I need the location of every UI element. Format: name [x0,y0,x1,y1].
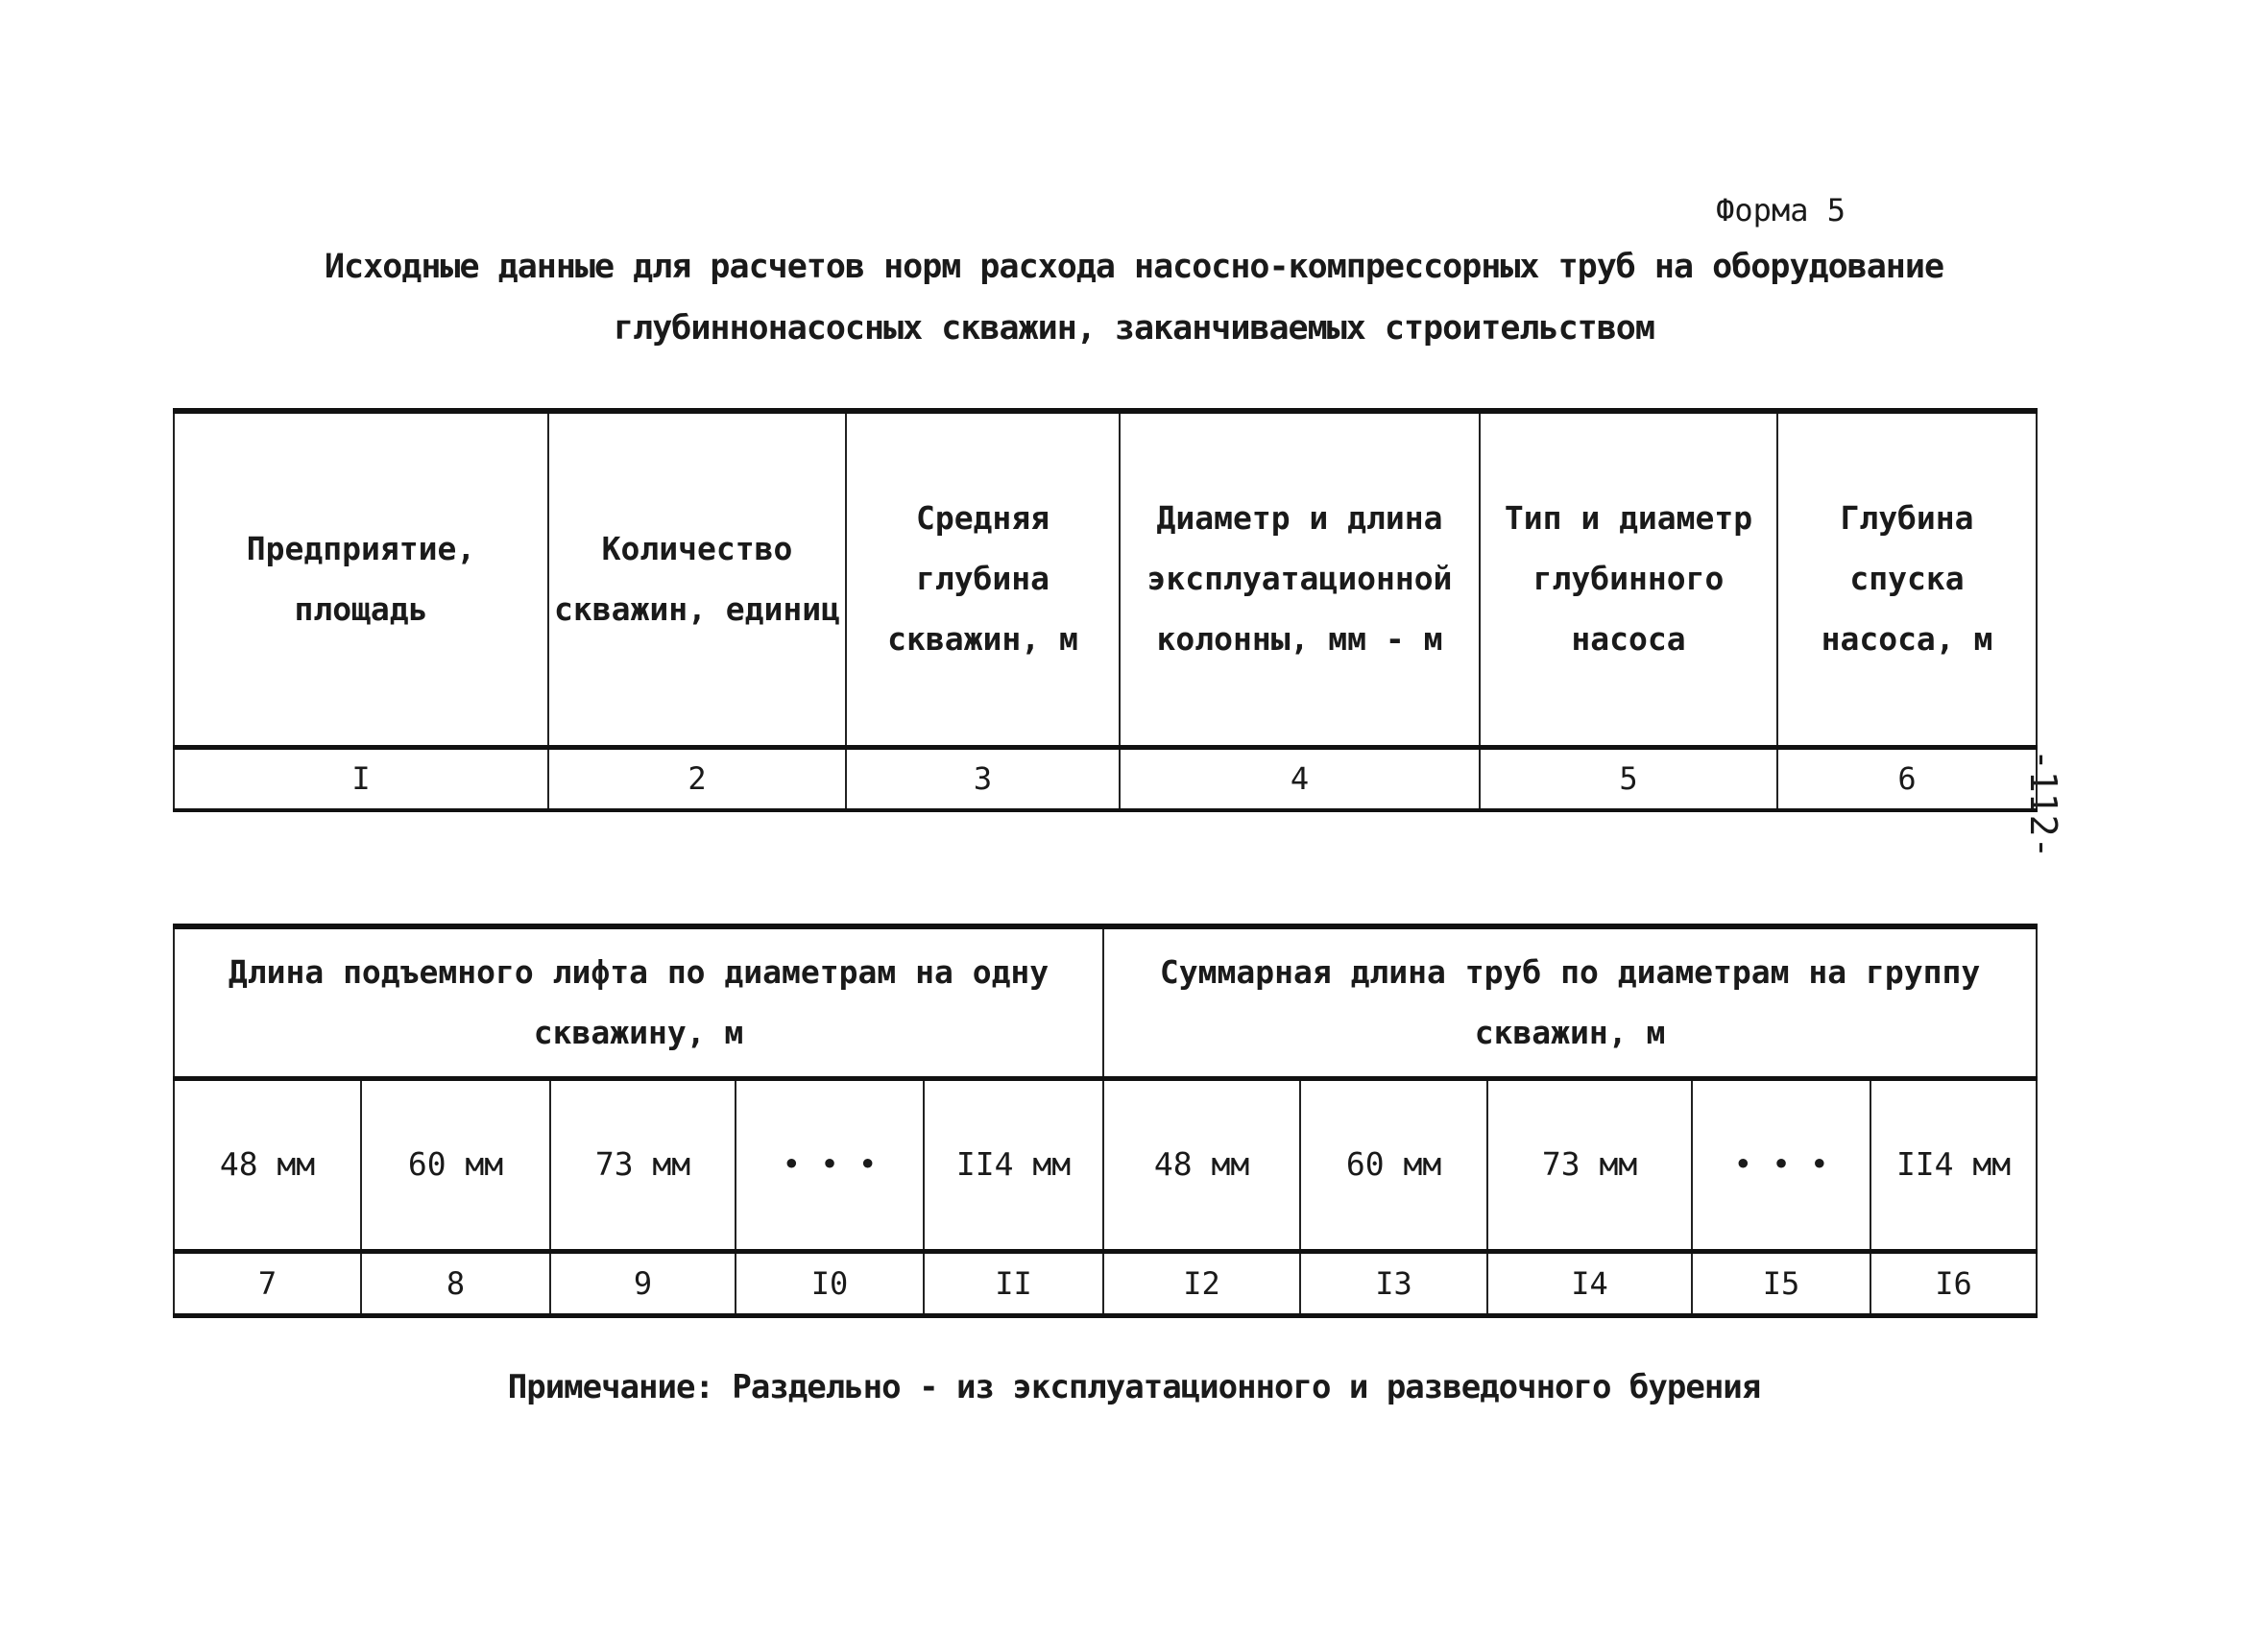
column-number: 6 [1777,748,2037,810]
header-enterprise: Предприятие, площадь [174,411,548,748]
column-number: I [174,748,548,810]
diameter-cell: II4 мм [1870,1079,2037,1252]
column-number: 3 [846,748,1120,810]
header-total-tube-length-group: Суммарная длина труб по диаметрам на группу скважин, м [1103,926,2037,1079]
footnote: Примечание: Раздельно - из эксплуатационного и разведочного бурения [507,1368,1761,1406]
column-number: I4 [1487,1252,1692,1316]
column-number: I0 [736,1252,924,1316]
header-lift-length-per-well: Длина подъемного лифта по диаметрам на одну скважину, м [174,926,1103,1079]
column-number: 9 [550,1252,736,1316]
form-label: Форма 5 [1716,192,1846,228]
header-casing-diameter-length: Диаметр и длина эксплуатационной колонны, мм - м [1120,411,1480,748]
table-source-data [173,408,2038,812]
table-column-numbers-row [174,748,2037,810]
page-number: -112- [2022,749,2064,859]
diameter-cell: • • • [736,1079,924,1252]
header-pump-type-diameter: Тип и диаметр глубинного насоса [1480,411,1777,748]
diameter-cell: 60 мм [1300,1079,1487,1252]
diameter-cell: 48 мм [174,1079,361,1252]
diameter-cell: 48 мм [1103,1079,1300,1252]
table-header-row [174,411,2037,748]
column-number: 4 [1120,748,1480,810]
header-pump-depth: Глубина спуска насоса, м [1777,411,2037,748]
column-number: I6 [1870,1252,2037,1316]
column-number: 2 [548,748,846,810]
header-average-depth: Средняя глубина скважин, м [846,411,1120,748]
document-title-line-2: глубиннонасосных скважин, заканчиваемых строительством [614,309,1654,348]
column-number: I3 [1300,1252,1487,1316]
header-well-count: Количество скважин, единиц [548,411,846,748]
diameter-cell: 60 мм [361,1079,550,1252]
diameter-cell: 73 мм [1487,1079,1692,1252]
document-title-line-1: Исходные данные для расчетов норм расхода насосно-компрессорных труб на оборудование [324,248,1944,286]
table-group-header-row [174,926,2037,1079]
column-number: 8 [361,1252,550,1316]
column-number: II [924,1252,1103,1316]
column-number: I2 [1103,1252,1300,1316]
column-number: 7 [174,1252,361,1316]
column-number: I5 [1692,1252,1870,1316]
diameter-cell: 73 мм [550,1079,736,1252]
diameter-cell: II4 мм [924,1079,1103,1252]
table-column-numbers-row [174,1252,2037,1316]
column-number: 5 [1480,748,1777,810]
table-tube-lengths [173,924,2038,1318]
table-diameter-row [174,1079,2037,1252]
diameter-cell: • • • [1692,1079,1870,1252]
